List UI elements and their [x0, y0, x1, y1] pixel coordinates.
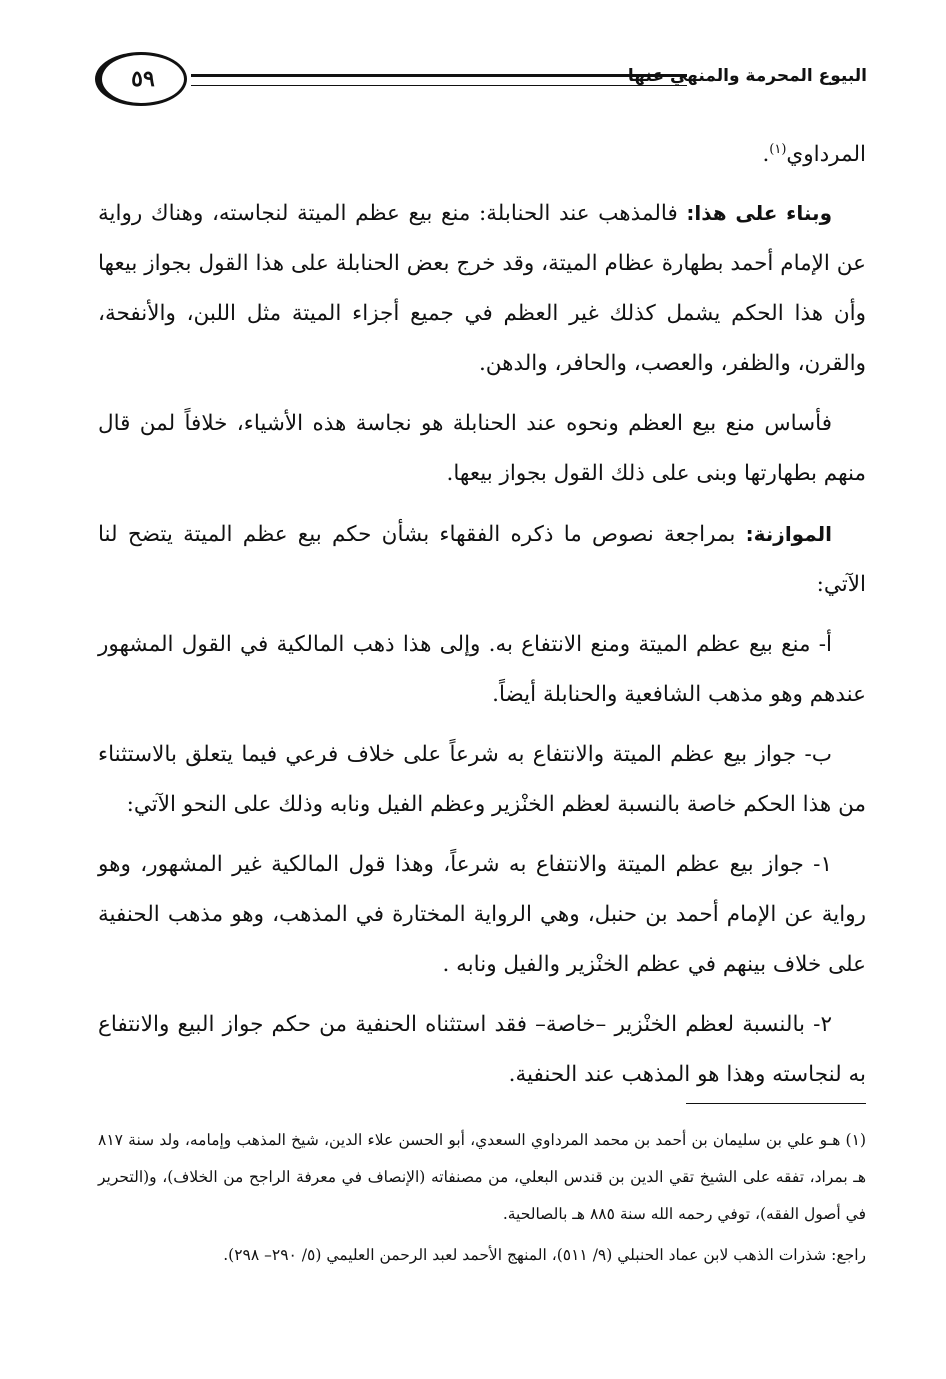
footnote-1: (١) هـو علي بن سليمان بن أحمد بن محمد المرداوي السعدي، أبو الحسن علاء الدين، شيخ المذهب وإمامه، ولد سنة ٨١٧ هـ بمراد، تفقه على الشيخ تقي الدين بن قندس البعلي، من مصنفاته (الإنصاف في معرفة الراجح من الخلاف)، و(التحرير في أصول الفقه)، توفي رحمه الله سنة ٨٨٥ هـ بالصالحية. — [98, 1131, 866, 1223]
p4-lead: الموازنة: — [745, 522, 832, 546]
p2-text: فالمذهب عند الحنابلة: منع بيع عظم الميتة لنجاسته، وهناك رواية عن الإمام أحمد بطهارة عظام الميتة، وقد خرج بعض الحنابلة على هذا القول بجواز بيعها وأن هذا الحكم يشمل كذلك غير العظم في جميع أجزاء الميتة مثل اللبن، والأنفحة، والقرن، والظفر، والعصب، والحافر، والدهن. — [98, 201, 866, 376]
paragraph-6: ب- جواز بيع عظم الميتة والانتفاع به شرعاً على خلاف فرعي فيما يتعلق بالاستثناء من هذا الحكم خاصة بالنسبة لعظم الخنْزير وعظم الفيل ونابه وذلك على النحو الآتي: — [98, 742, 866, 817]
footnote-separator — [686, 1103, 866, 1104]
page-number: ٥٩ — [131, 66, 155, 92]
paragraph-4 — [98, 509, 866, 610]
footnote-1-references: راجع: شذرات الذهب لابن عماد الحنبلي (٩/ ٥١١)، المنهج الأحمد لعبد الرحمن العليمي (٥/ ٢٩٠– ٢٩٨). — [223, 1246, 866, 1264]
header-rule — [191, 74, 687, 86]
body-text — [98, 130, 866, 1110]
page-number-oval — [95, 52, 187, 106]
page-header — [95, 52, 867, 114]
p1-end: . — [762, 142, 770, 167]
paragraph-1 — [98, 130, 866, 180]
paragraph-7: ١- جواز بيع عظم الميتة والانتفاع به شرعاً، وهذا قول المالكية غير المشهور، وهو رواية عن الإمام أحمد بن حنبل، وهي الرواية المختارة في المذهب، وهو مذهب الحنفية على خلاف بينهم في عظم الخنْزير والفيل ونابه . — [98, 852, 866, 977]
p2-lead: وبناء على هذا: — [686, 201, 832, 225]
footnote-ref: (١) — [769, 141, 787, 157]
paragraph-3: فأساس منع بيع العظم ونحوه عند الحنابلة هو نجاسة هذه الأشياء، خلافاً لمن قال منهم بطهارتها وبنى على ذلك القول بجواز بيعها. — [98, 411, 866, 486]
paragraph-8: ٢- بالنسبة لعظم الخنْزير –خاصة– فقد استثناه الحنفية من حكم جواز البيع والانتفاع به لنجاسته وهذا هو المذهب عند الحنفية. — [98, 1012, 866, 1087]
p4-text: بمراجعة نصوص ما ذكره الفقهاء بشأن حكم بيع عظم الميتة يتضح لنا الآتي: — [98, 522, 866, 597]
paragraph-5: أ- منع بيع عظم الميتة ومنع الانتفاع به. وإلى هذا ذهب المالكية في القول المشهور عندهم وهو مذهب الشافعية والحنابلة أيضاً. — [98, 632, 866, 707]
footnotes — [98, 1122, 866, 1278]
p1-text: المرداوي — [786, 142, 866, 167]
paragraph-2 — [98, 188, 866, 389]
running-title: البيوع المحرمة والمنهي عنها — [627, 66, 867, 86]
